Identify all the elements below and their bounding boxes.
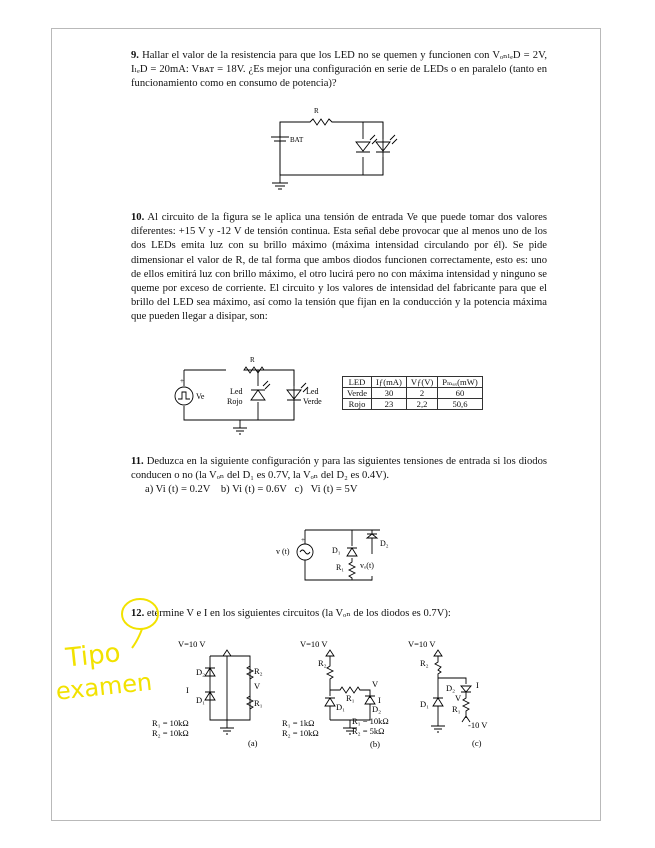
figure-circuit-c — [400, 630, 520, 752]
component-values: R₂ = 5kΩ — [352, 726, 385, 736]
table-row — [343, 388, 483, 399]
svg-text:V: V — [372, 679, 379, 689]
svg-text:R₁: R₁ — [452, 704, 461, 714]
svg-text:I: I — [186, 685, 189, 695]
svg-text:D₂: D₂ — [446, 683, 456, 693]
svg-text:R₂: R₂ — [318, 658, 327, 668]
problem-number: 12. — [131, 608, 145, 619]
svg-text:+: + — [301, 536, 305, 544]
table-cell: 60 — [438, 388, 482, 399]
table-cell: 2,2 — [406, 399, 437, 410]
svg-text:D₁: D₁ — [420, 699, 430, 709]
svg-text:-: - — [370, 576, 373, 584]
supply-label: V=10 V — [300, 639, 328, 649]
table-cell: Verde — [343, 388, 372, 399]
supply-label: V=10 V — [178, 639, 206, 649]
svg-text:V: V — [254, 681, 261, 691]
problem-text: Al circuito de la figura se le aplica una tensión de entrada Ve que puede tomar dos valores diferentes: +15 V y -12 V de tensión continua. Esta señal debe provocar que al menos uno de los dos LEDs emita luz con su brillo máximo (máxima intensidad circulando por él). Se pide dimensionar el valor de R, de tal forma que ambos diodos funcionen correctamente, esto es: uno de ellos emitirá luz con brillo máximo, el otro lucirá pero no con máxima intensidad y ninguno se queme por exceso de corriente. El circuito y los valores de intensidad del fabricante para que el brillo del LED sea máximo, así como la tensión que fijan en la conducción y la potencia máxima que pueden llegar a disipar, son: — [131, 212, 547, 323]
table-header: Iƒ(mA) — [372, 377, 407, 388]
table-header: Pₘₐₓ(mW) — [438, 377, 482, 388]
source-label: v (t) — [276, 547, 290, 556]
resistor-label: R — [314, 107, 319, 115]
figure-circuit-b — [280, 630, 400, 752]
problem-10 — [131, 211, 547, 325]
svg-text:D₂: D₂ — [372, 704, 382, 714]
table-row — [343, 399, 483, 410]
supply-label: V=10 V — [408, 639, 436, 649]
problem-text: Hallar el valor de la resistencia para que los LED no se quemen y funcionen con VₒₙₗₑD = 2V, IₗₑD = 20mA: Vʙᴀᴛ = 18V. ¿Es mejor una configuración en serie de LEDs o en paralelo (tanto en funcionamiento como en consumo de potencia)? — [131, 50, 547, 90]
handwritten-text: Tipo — [64, 638, 122, 674]
problem-11 — [131, 455, 547, 498]
handwritten-text: examen — [54, 667, 154, 706]
svg-text:V: V — [455, 693, 462, 703]
led-spec-table — [342, 376, 483, 410]
component-values: R₂ = 10kΩ — [282, 728, 319, 738]
table-cell: 50,6 — [438, 399, 482, 410]
d2-label: D₂ — [380, 539, 389, 548]
svg-text:I: I — [476, 680, 479, 690]
svg-text:R₂: R₂ — [254, 666, 263, 676]
problem-options: a) Vi (t) = 0.2V b) Vi (t) = 0.6V c) Vi (t) = 5V — [145, 484, 358, 496]
r-label: R — [250, 356, 255, 364]
table-header: Vƒ(V) — [406, 377, 437, 388]
handwritten-annotation — [52, 596, 172, 706]
svg-text:R₁: R₁ — [346, 693, 355, 703]
table-header: LED — [343, 377, 372, 388]
battery-label: BAT — [290, 136, 304, 144]
svg-text:D₂: D₂ — [196, 667, 206, 677]
svg-text:R₁: R₁ — [254, 698, 263, 708]
figure-led-pair-circuit — [170, 348, 330, 438]
problem-9 — [131, 49, 547, 92]
problem-12 — [131, 607, 547, 621]
table-cell: Rojo — [343, 399, 372, 410]
led-rojo-label: Rojo — [227, 397, 243, 406]
table-header-row — [343, 377, 483, 388]
component-values: R₂ = 10kΩ — [152, 728, 189, 738]
problem-number: 9. — [131, 50, 139, 61]
svg-text:+: + — [180, 377, 184, 385]
svg-text:R₂: R₂ — [420, 658, 429, 668]
component-values: R₁ = 10kΩ — [352, 716, 389, 726]
component-values: R₁ = 10kΩ — [152, 718, 189, 728]
ve-label: Ve — [196, 392, 205, 401]
problem-number: 11. — [131, 456, 144, 467]
problem-number: 10. — [131, 212, 145, 223]
led-rojo-label: Led — [230, 387, 243, 396]
led-verde-label: Led — [306, 387, 319, 396]
circuit-tag: (a) — [248, 738, 258, 748]
vo-label: vₒ(t) — [360, 561, 374, 570]
figure-diode-circuit — [272, 520, 397, 586]
led-verde-label: Verde — [303, 397, 322, 406]
circuit-tag: (c) — [472, 738, 482, 748]
circuit-tag: (b) — [370, 739, 380, 749]
d1-label: D₁ — [332, 546, 341, 555]
table-cell: 23 — [372, 399, 407, 410]
problem-text: Deduzca en la siguiente configuración y para las siguientes tensiones de entrada si los diodos conducen o no (la Vₒₙ del D₁ es 0.7V, la Vₒₙ del D₂ es 0.4V). — [131, 456, 547, 482]
table-cell: 2 — [406, 388, 437, 399]
svg-text:-10 V: -10 V — [468, 720, 488, 730]
table-cell: 30 — [372, 388, 407, 399]
problem-text: etermine V e I en los siguientes circuitos (la Vₒₙ de los diodos es 0.7V): — [146, 608, 451, 619]
svg-text:D₁: D₁ — [336, 702, 346, 712]
figure-led-circuit — [260, 105, 410, 190]
svg-text:I: I — [378, 695, 381, 705]
r1-label: R₁ — [336, 563, 345, 572]
component-values: R₁ = 1kΩ — [282, 718, 315, 728]
svg-text:D₁: D₁ — [196, 695, 206, 705]
